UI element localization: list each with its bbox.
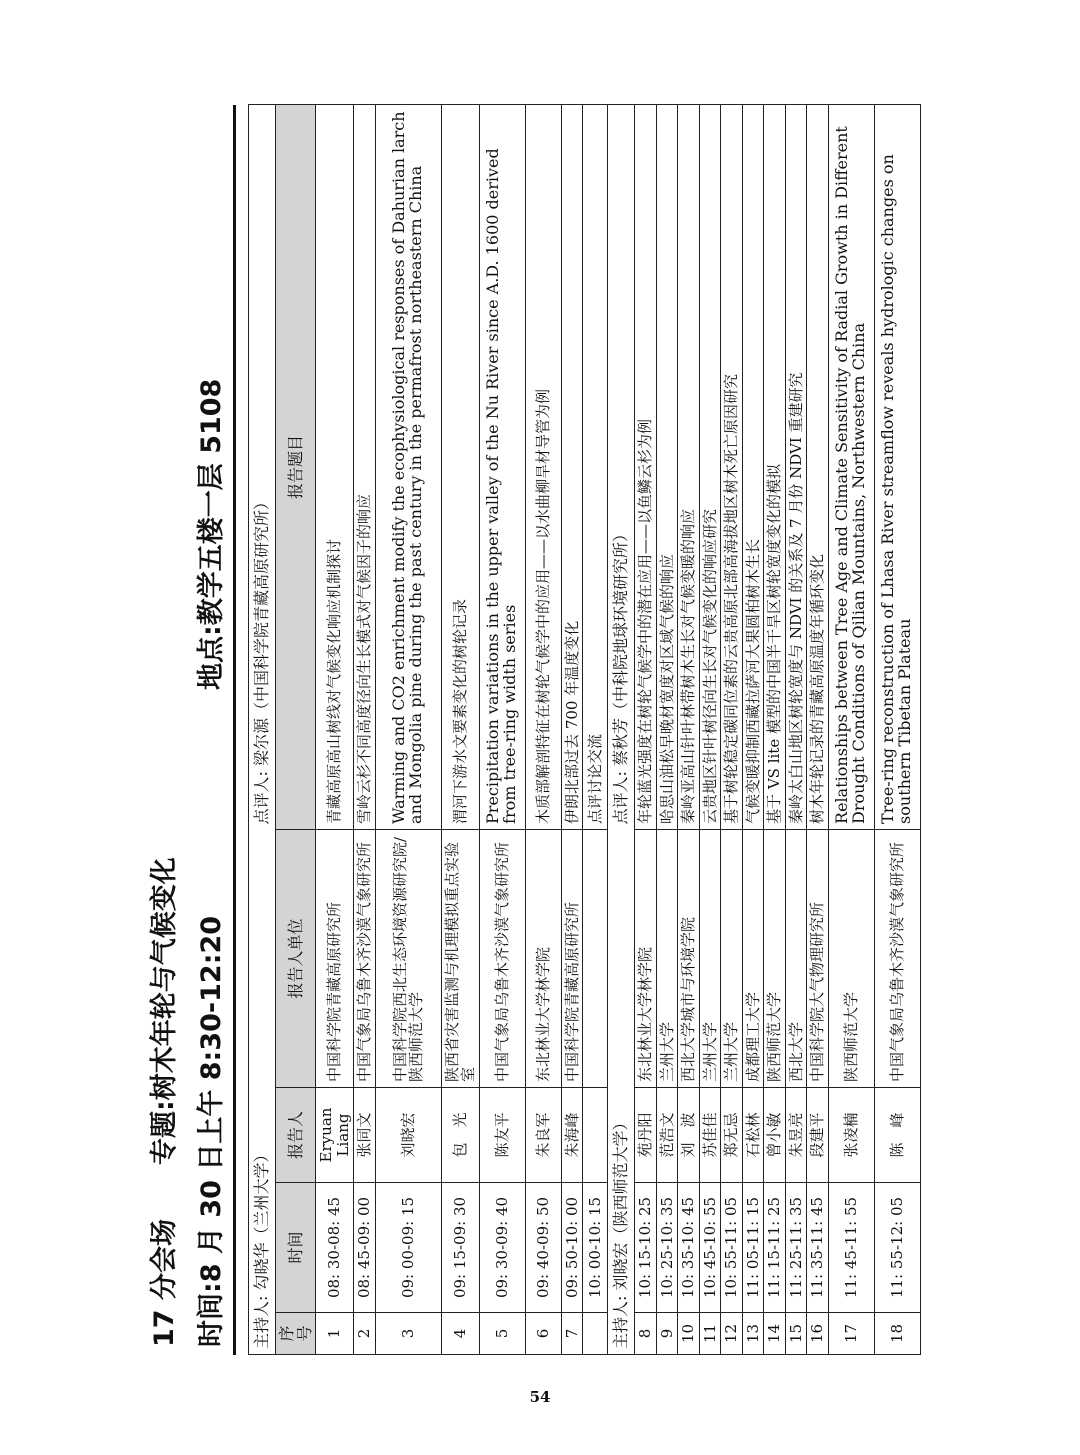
row-time: 09: 40-09: 50 xyxy=(525,1183,561,1313)
row-time: 10: 25-10: 35 xyxy=(656,1183,678,1313)
row-affiliation: 西北大学城市与环境学院 xyxy=(678,829,700,1087)
schedule-table xyxy=(248,104,921,1355)
header-no: 序号 xyxy=(276,1313,316,1355)
row-speaker: 陈 峰 xyxy=(874,1088,920,1183)
row-title: 渭河下游水文要素变化的树轮记录 xyxy=(441,104,479,829)
row-speaker: 朱海峰 xyxy=(561,1088,583,1183)
header-rule xyxy=(233,105,236,1355)
table-row xyxy=(375,104,441,1354)
time-place-header xyxy=(190,105,234,1355)
row-title: Precipitation variations in the upper valley of the Nu River since A.D. 1600 derived from tree-ring width series xyxy=(479,104,525,829)
chair-row-2 xyxy=(608,104,635,1354)
place-label: 地点:教学五楼一层 5108 xyxy=(196,378,227,690)
discussion-affiliation xyxy=(583,829,608,1087)
row-title: Relationships between Tree Age and Climate Sensitivity of Radial Growth in Different Drought Conditions of Qilian Mountains, Northwestern China xyxy=(828,104,874,829)
table-row xyxy=(699,104,721,1354)
row-speaker: 曾小敏 xyxy=(764,1088,786,1183)
row-title: 年轮蓝光强度在树轮气候学中的潜在应用——以鱼鳞云杉为例 xyxy=(635,104,657,829)
row-title: 伊朗北部过去 700 年温度变化 xyxy=(561,104,583,829)
header-affiliation: 报告人单位 xyxy=(276,829,316,1087)
host-1: 主持人: 勾晓华（兰州大学） xyxy=(249,829,276,1354)
row-title: 青藏高原高山树线对气候变化响应机制探讨 xyxy=(316,104,354,829)
row-time: 09: 15-09: 30 xyxy=(441,1183,479,1313)
row-time: 09: 50-10: 00 xyxy=(561,1183,583,1313)
row-number: 2 xyxy=(354,1313,376,1355)
table-row xyxy=(656,104,678,1354)
row-title: 基于 VS lite 模型的中国半干旱区树轮宽度变化的模拟 xyxy=(764,104,786,829)
row-time: 11: 25-11: 35 xyxy=(785,1183,807,1313)
row-title: Warming and CO2 enrichment modify the ecophysiological responses of Dahurian larch and Mongolia pine during the past century in the permafrost northeastern China xyxy=(375,104,441,829)
discussion-time: 10: 00-10: 15 xyxy=(583,1183,608,1313)
row-time: 09: 30-09: 40 xyxy=(479,1183,525,1313)
row-number: 8 xyxy=(635,1313,657,1355)
row-affiliation: 中国气象局乌鲁木齐沙漠气象研究所 xyxy=(479,829,525,1087)
row-time: 10: 15-10: 25 xyxy=(635,1183,657,1313)
row-number: 12 xyxy=(721,1313,743,1355)
row-time: 10: 35-10: 45 xyxy=(678,1183,700,1313)
row-title: 木质部解剖特征在树轮气候学中的应用——以水曲柳旱材导管为例 xyxy=(525,104,561,829)
table-row xyxy=(561,104,583,1354)
row-speaker: 郑无忌 xyxy=(721,1088,743,1183)
chair-row-1 xyxy=(249,104,276,1354)
session-header xyxy=(145,105,185,1355)
row-time: 09: 00-09: 15 xyxy=(375,1183,441,1313)
row-number: 18 xyxy=(874,1313,920,1355)
row-number: 14 xyxy=(764,1313,786,1355)
row-time: 08: 45-09: 00 xyxy=(354,1183,376,1313)
row-number: 11 xyxy=(699,1313,721,1355)
row-affiliation: 中国气象局乌鲁木齐沙漠气象研究所 xyxy=(874,829,920,1087)
row-time: 10: 55-11: 05 xyxy=(721,1183,743,1313)
row-affiliation: 东北林业大学林学院 xyxy=(635,829,657,1087)
rotated-schedule xyxy=(145,105,935,1355)
row-title: 基于树轮稳定碳同位素的云贵高原北部高海拔地区树木死亡原因研究 xyxy=(721,104,743,829)
row-time: 11: 45-11: 55 xyxy=(828,1183,874,1313)
row-speaker: 张凌楠 xyxy=(828,1088,874,1183)
reviewer-2: 点评人: 蔡秋芳（中科院地球环境研究所） xyxy=(608,104,635,829)
row-title: 气候变暖抑制西藏拉萨河大果圆柏树木生长 xyxy=(742,104,764,829)
row-time: 11: 55-12: 05 xyxy=(874,1183,920,1313)
row-speaker: 范浩文 xyxy=(656,1088,678,1183)
row-speaker: 包 光 xyxy=(441,1088,479,1183)
row-affiliation: 成都理工大学 xyxy=(742,829,764,1087)
row-number: 4 xyxy=(441,1313,479,1355)
row-speaker: 刘 波 xyxy=(678,1088,700,1183)
row-speaker: Eryuan Liang xyxy=(316,1088,354,1183)
row-title: 雪岭云杉不同高度径向生长模式对气候因子的响应 xyxy=(354,104,376,829)
table-row xyxy=(828,104,874,1354)
row-speaker: 陈友平 xyxy=(479,1088,525,1183)
discussion-speaker xyxy=(583,1088,608,1183)
row-number: 3 xyxy=(375,1313,441,1355)
header-speaker: 报告人 xyxy=(276,1088,316,1183)
row-affiliation: 中国气象局乌鲁木齐沙漠气象研究所 xyxy=(354,829,376,1087)
row-title: 云贵地区针叶树径向生长对气候变化的响应研究 xyxy=(699,104,721,829)
row-speaker: 朱昱亮 xyxy=(785,1088,807,1183)
row-speaker: 段建平 xyxy=(807,1088,829,1183)
row-time: 11: 35-11: 45 xyxy=(807,1183,829,1313)
header-title: 报告题目 xyxy=(276,104,316,829)
header-time: 时间 xyxy=(276,1183,316,1313)
row-affiliation: 兰州大学 xyxy=(699,829,721,1087)
table-row xyxy=(742,104,764,1354)
row-affiliation: 中国科学院西北生态环境资源研究院/陕西师范大学 xyxy=(375,829,441,1087)
row-affiliation: 中国科学院青藏高原研究所 xyxy=(561,829,583,1087)
table-row xyxy=(635,104,657,1354)
page-number: 54 xyxy=(529,1388,551,1406)
table-row xyxy=(479,104,525,1354)
row-affiliation: 西北大学 xyxy=(785,829,807,1087)
row-time: 11: 05-11: 15 xyxy=(742,1183,764,1313)
row-affiliation: 兰州大学 xyxy=(656,829,678,1087)
table-row xyxy=(354,104,376,1354)
discussion-no xyxy=(583,1313,608,1355)
host-2: 主持人: 刘晓宏（陕西师范大学） xyxy=(608,829,635,1354)
row-speaker: 苏佳佳 xyxy=(699,1088,721,1183)
row-title: 哈思山油松早晚材宽度对区域气候的响应 xyxy=(656,104,678,829)
session-label: 17 分会场 xyxy=(149,1219,180,1347)
discussion-row xyxy=(583,104,608,1354)
reviewer-1: 点评人: 梁尔源（中国科学院青藏高原研究所） xyxy=(249,104,276,829)
row-title: Tree-ring reconstruction of Lhasa River streamflow reveals hydrologic changes on southern Tibetan Plateau xyxy=(874,104,920,829)
row-number: 1 xyxy=(316,1313,354,1355)
header-row xyxy=(276,104,316,1354)
row-number: 17 xyxy=(828,1313,874,1355)
row-speaker: 刘晓宏 xyxy=(375,1088,441,1183)
row-number: 5 xyxy=(479,1313,525,1355)
table-row xyxy=(525,104,561,1354)
topic-label: 专题:树木年轮与气候变化 xyxy=(149,857,180,1165)
row-affiliation: 中国科学院大气物理研究所 xyxy=(807,829,829,1087)
row-speaker: 石松林 xyxy=(742,1088,764,1183)
table-row xyxy=(721,104,743,1354)
table-row xyxy=(441,104,479,1354)
row-affiliation: 中国科学院青藏高原研究所 xyxy=(316,829,354,1087)
row-title: 秦岭太白山地区树轮宽度与 NDVI 的关系及 7 月份 NDVI 重建研究 xyxy=(785,104,807,829)
row-number: 7 xyxy=(561,1313,583,1355)
row-speaker: 苑丹阳 xyxy=(635,1088,657,1183)
row-time: 08: 30-08: 45 xyxy=(316,1183,354,1313)
table-row xyxy=(316,104,354,1354)
row-number: 16 xyxy=(807,1313,829,1355)
row-number: 9 xyxy=(656,1313,678,1355)
row-speaker: 朱良军 xyxy=(525,1088,561,1183)
row-title: 秦岭亚高山针叶林带树木生长对气候变暖的响应 xyxy=(678,104,700,829)
row-number: 15 xyxy=(785,1313,807,1355)
table-row xyxy=(807,104,829,1354)
row-number: 13 xyxy=(742,1313,764,1355)
row-affiliation: 陕西师范大学 xyxy=(764,829,786,1087)
row-affiliation: 兰州大学 xyxy=(721,829,743,1087)
table-row xyxy=(874,104,920,1354)
row-affiliation: 陕西师范大学 xyxy=(828,829,874,1087)
table-row xyxy=(785,104,807,1354)
row-time: 10: 45-10: 55 xyxy=(699,1183,721,1313)
row-affiliation: 东北林业大学林学院 xyxy=(525,829,561,1087)
row-title: 树木年轮记录的青藏高原温度年循环变化 xyxy=(807,104,829,829)
table-row xyxy=(764,104,786,1354)
row-number: 10 xyxy=(678,1313,700,1355)
row-speaker: 张同文 xyxy=(354,1088,376,1183)
time-label: 时间:8 月 30 日上午 8:30-12:20 xyxy=(196,915,227,1347)
row-time: 11: 15-11: 25 xyxy=(764,1183,786,1313)
row-number: 6 xyxy=(525,1313,561,1355)
table-row xyxy=(678,104,700,1354)
discussion-label: 点评讨论交流 xyxy=(583,104,608,829)
row-affiliation: 陕西省灾害监测与机理模拟重点实验室 xyxy=(441,829,479,1087)
